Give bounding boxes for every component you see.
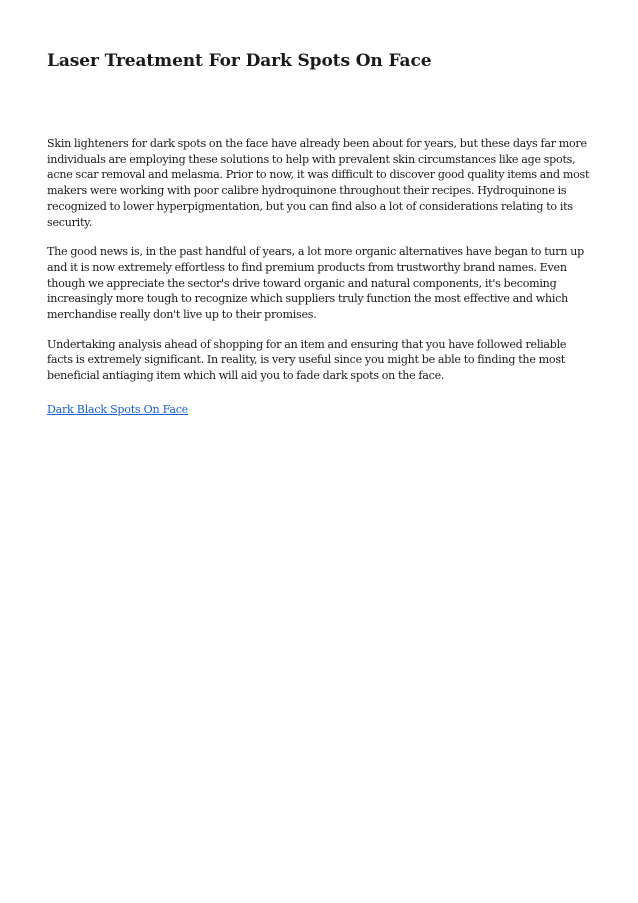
document-title: Laser Treatment For Dark Spots On Face [47,51,432,71]
paragraph-2: The good news is, in the past handful of years, a lot more organic alternatives have began to turn up and it is now extremely effortless to find premium products from trustworthy brand names. Even though we appreciate the sector's drive toward organic and natural components, it's becoming increasingly more tough to recognize which suppliers truly function the most effective and which merchandise really don't live up to their promises. [47,245,584,322]
paragraph-1: Skin lighteners for dark spots on the face have already been about for years, but these days far more individuals are employing these solutions to help with prevalent skin circumstances like age spots, acne scar removal and melasma. Prior to now, it was difficult to discover good quality items and most makers were working with poor calibre hydroquinone throughout their recipes. Hydroquinone is recognized to lower hyperpigmentation, but you can find also a lot of considerations relating to its security. [47,137,590,229]
dark-black-spots-link[interactable]: Dark Black Spots On Face [47,402,188,416]
document-body [47,136,595,418]
paragraph-3: Undertaking analysis ahead of shopping for an item and ensuring that you have followed reliable facts is extremely significant. In reality, is very useful since you might be able to finding the most beneficial antiaging item which will aid you to fade dark spots on the face. [47,337,567,383]
